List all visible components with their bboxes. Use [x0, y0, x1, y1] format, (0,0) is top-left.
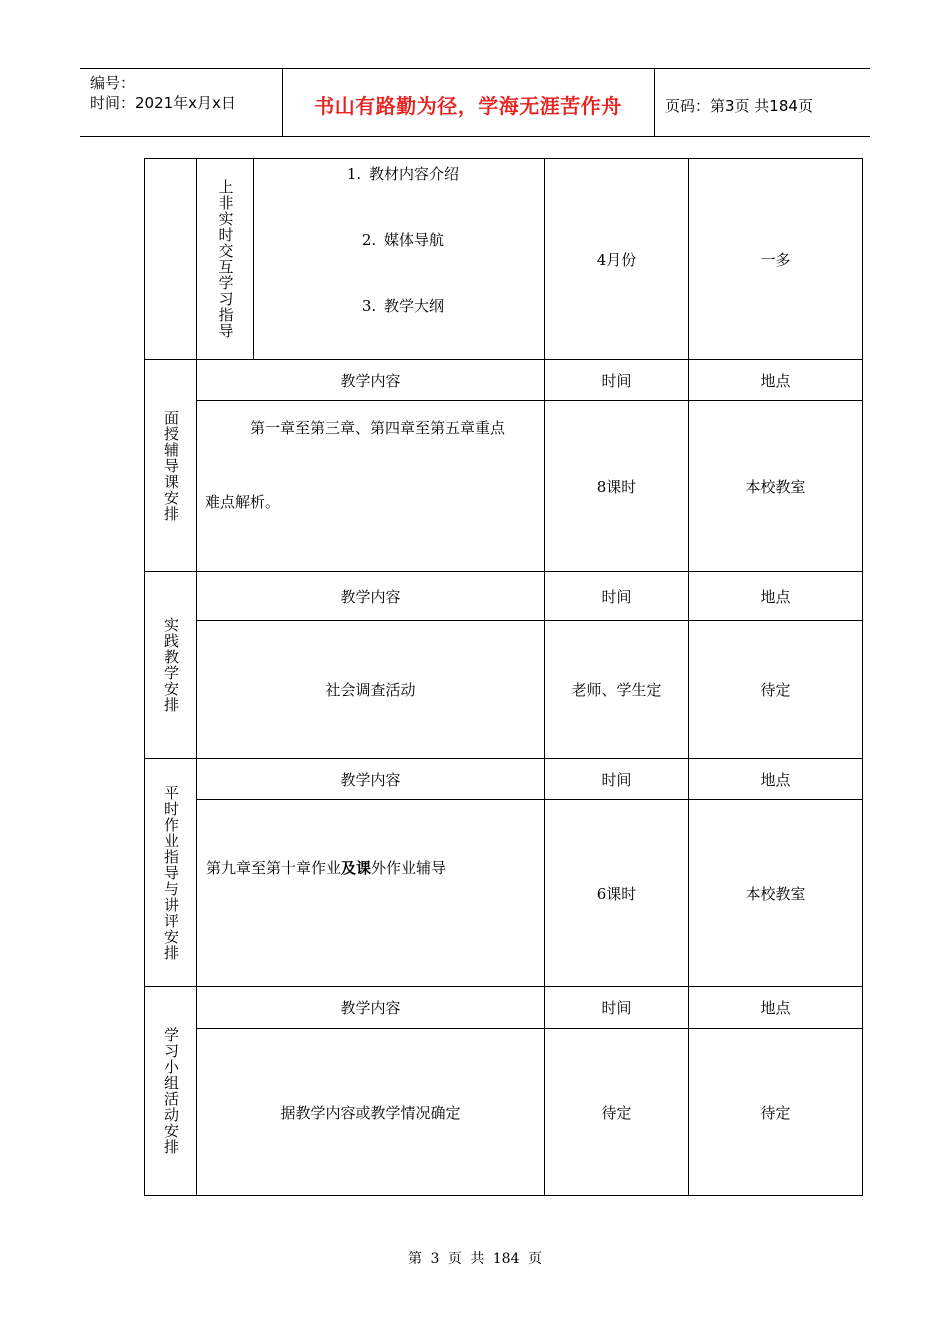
table-row — [145, 987, 863, 1029]
section3-col-place: 地点 — [689, 572, 863, 621]
header-page-info: 页码：第3页 共184页 — [665, 97, 813, 115]
list-item-number: 3. — [361, 297, 377, 315]
list-item-text: 教学大纲 — [383, 297, 444, 315]
table-row — [145, 572, 863, 621]
list-item — [254, 161, 544, 227]
list-item-number: 2. — [361, 231, 377, 249]
section2-time: 8课时 — [545, 401, 689, 572]
list-item — [254, 293, 544, 359]
section3-label-cell — [145, 572, 197, 759]
section1-place: 一多 — [689, 159, 863, 360]
section1-content-cell — [254, 159, 545, 360]
table-row — [145, 401, 863, 572]
section4-col-content: 教学内容 — [197, 759, 545, 800]
footer-page-number: 3 — [430, 1251, 440, 1267]
section4-col-place: 地点 — [689, 759, 863, 800]
section2-label-cell — [145, 360, 197, 572]
section2-label: 面授辅导课安排 — [162, 409, 180, 522]
footer-page-suffix: 页 — [447, 1251, 462, 1267]
section4-label-cell — [145, 759, 197, 987]
section2-content-cell — [197, 401, 545, 572]
section3-place: 待定 — [689, 621, 863, 759]
footer-total-pages: 184 — [492, 1251, 520, 1267]
page-footer — [0, 1248, 950, 1268]
section4-place: 本校教室 — [689, 800, 863, 987]
section4-label: 平时作业指导与讲评安排 — [162, 784, 180, 961]
section3-col-content: 教学内容 — [197, 572, 545, 621]
schedule-table — [144, 158, 863, 1196]
section1-blank-cell — [145, 159, 197, 360]
section4-content — [206, 857, 544, 878]
list-item-number: 1. — [346, 165, 362, 183]
section3-time: 老师、学生定 — [545, 621, 689, 759]
footer-total-suffix: 页 — [527, 1251, 542, 1267]
section4-col-time: 时间 — [545, 759, 689, 800]
section1-label: 上非实时交互学习指导 — [216, 179, 235, 339]
table-row — [145, 621, 863, 759]
section5-col-time: 时间 — [545, 987, 689, 1029]
section4-content-a: 第九章至第十章作业 — [206, 859, 342, 877]
section5-label: 学习小组活动安排 — [162, 1027, 180, 1155]
section3-col-time: 时间 — [545, 572, 689, 621]
list-item-text: 教材内容介绍 — [368, 165, 459, 183]
header-code-label: 编号： — [90, 74, 136, 92]
section2-content-line1: 第一章至第三章、第四章至第五章重点 — [250, 419, 506, 437]
section2-col-place: 地点 — [689, 360, 863, 401]
section3-label: 实践教学安排 — [162, 617, 180, 713]
table-row — [145, 360, 863, 401]
section5-content: 据教学内容或教学情况确定 — [197, 1029, 545, 1196]
section4-content-cell — [197, 800, 545, 987]
section1-time: 4月份 — [545, 159, 689, 360]
header-top-rule — [80, 68, 870, 69]
section4-content-c: 外作业辅导 — [371, 859, 447, 877]
list-item — [254, 227, 544, 293]
list-item-text: 媒体导航 — [383, 231, 444, 249]
section2-col-time: 时间 — [545, 360, 689, 401]
section5-col-place: 地点 — [689, 987, 863, 1029]
table-row — [145, 800, 863, 987]
section5-label-cell — [145, 987, 197, 1196]
footer-total-prefix: 共 — [470, 1251, 485, 1267]
section2-place: 本校教室 — [689, 401, 863, 572]
header-bottom-rule — [80, 136, 870, 137]
section5-place: 待定 — [689, 1029, 863, 1196]
header-divider-right — [654, 68, 655, 136]
header-motto: 书山有路勤为径，学海无涯苦作舟 — [314, 94, 622, 118]
header-date: 时间：2021年x月x日 — [90, 94, 236, 112]
table-row — [145, 759, 863, 800]
footer-prefix: 第 — [408, 1251, 423, 1267]
section4-time: 6课时 — [545, 800, 689, 987]
section2-col-content: 教学内容 — [197, 360, 545, 401]
section5-time: 待定 — [545, 1029, 689, 1196]
section4-content-b: 及课 — [341, 859, 372, 877]
section2-content-line2: 难点解析。 — [205, 493, 281, 511]
section5-col-content: 教学内容 — [197, 987, 545, 1029]
table-row — [145, 1029, 863, 1196]
table-row — [145, 159, 863, 360]
section1-label-cell — [197, 159, 254, 360]
section3-content: 社会调查活动 — [197, 621, 545, 759]
